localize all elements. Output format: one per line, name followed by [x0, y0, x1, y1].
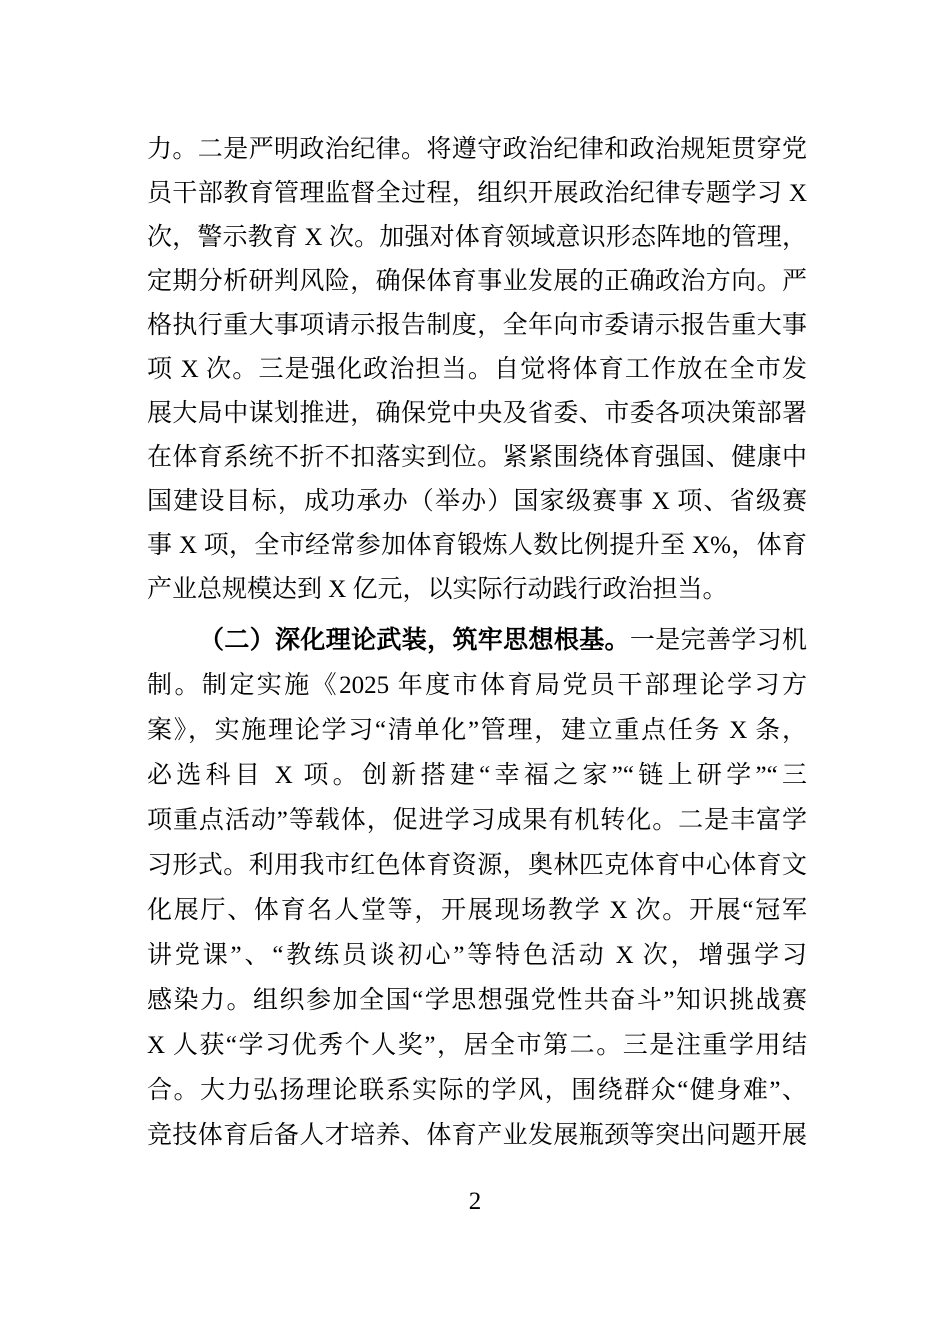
section-heading: （二）深化理论武装，筑牢思想根基。 [199, 627, 630, 654]
text-line: 制。制定实施《2025 年度市体育局党员干部理论学习方 [147, 672, 807, 699]
text-line [147, 618, 807, 663]
text-line: 国建设目标，成功承办（举办）国家级赛事 X 项、省级赛 [147, 488, 807, 515]
paragraph-political-discipline [147, 128, 807, 612]
text-line: 案》，实施理论学习“清单化”管理，建立重点任务 X 条， [147, 717, 807, 744]
text-line: 习形式。利用我市红色体育资源，奥林匹克体育中心体育文 [147, 852, 807, 879]
page-number: 2 [468, 1188, 482, 1215]
text-line: 化展厅、体育名人堂等，开展现场教学 X 次。开展“冠军 [147, 897, 807, 924]
document-page [147, 128, 807, 1158]
text-line: 定期分析研判风险，确保体育事业发展的正确政治方向。严 [147, 268, 807, 295]
text-line: 项重点活动”等载体，促进学习成果有机转化。二是丰富学 [147, 807, 807, 834]
text-line: 感染力。组织参加全国“学思想强党性共奋斗”知识挑战赛 [147, 987, 807, 1014]
text-line: 力。二是严明政治纪律。将遵守政治纪律和政治规矩贯穿党 [147, 136, 807, 163]
text-line: 展大局中谋划推进，确保党中央及省委、市委各项决策部署 [147, 400, 807, 427]
text-line: 必选科目 X 项。创新搭建“幸福之家”“链上研学”“三 [147, 762, 807, 789]
paragraph-theory-study [147, 618, 807, 1158]
text-span: 一是完善学习机 [629, 627, 807, 654]
text-line: 事 X 项，全市经常参加体育锻炼人数比例提升至 X%，体育 [147, 532, 807, 559]
text-line: X 人获“学习优秀个人奖”，居全市第二。三是注重学用结 [147, 1032, 807, 1059]
text-line: 项 X 次。三是强化政治担当。自觉将体育工作放在全市发 [147, 356, 807, 383]
text-line: 合。大力弘扬理论联系实际的学风，围绕群众“健身难”、 [147, 1077, 807, 1104]
text-line: 次，警示教育 X 次。加强对体育领域意识形态阵地的管理， [147, 224, 807, 251]
text-line: 讲党课”、“教练员谈初心”等特色活动 X 次，增强学习 [147, 942, 807, 969]
text-line: 员干部教育管理监督全过程，组织开展政治纪律专题学习 X [147, 180, 807, 207]
text-line: 格执行重大事项请示报告制度，全年向市委请示报告重大事 [147, 312, 807, 339]
text-line: 产业总规模达到 X 亿元，以实际行动践行政治担当。 [147, 576, 728, 603]
text-line: 竞技体育后备人才培养、体育产业发展瓶颈等突出问题开展 [147, 1122, 807, 1149]
text-line: 在体育系统不折不扣落实到位。紧紧围绕体育强国、健康中 [147, 444, 807, 471]
